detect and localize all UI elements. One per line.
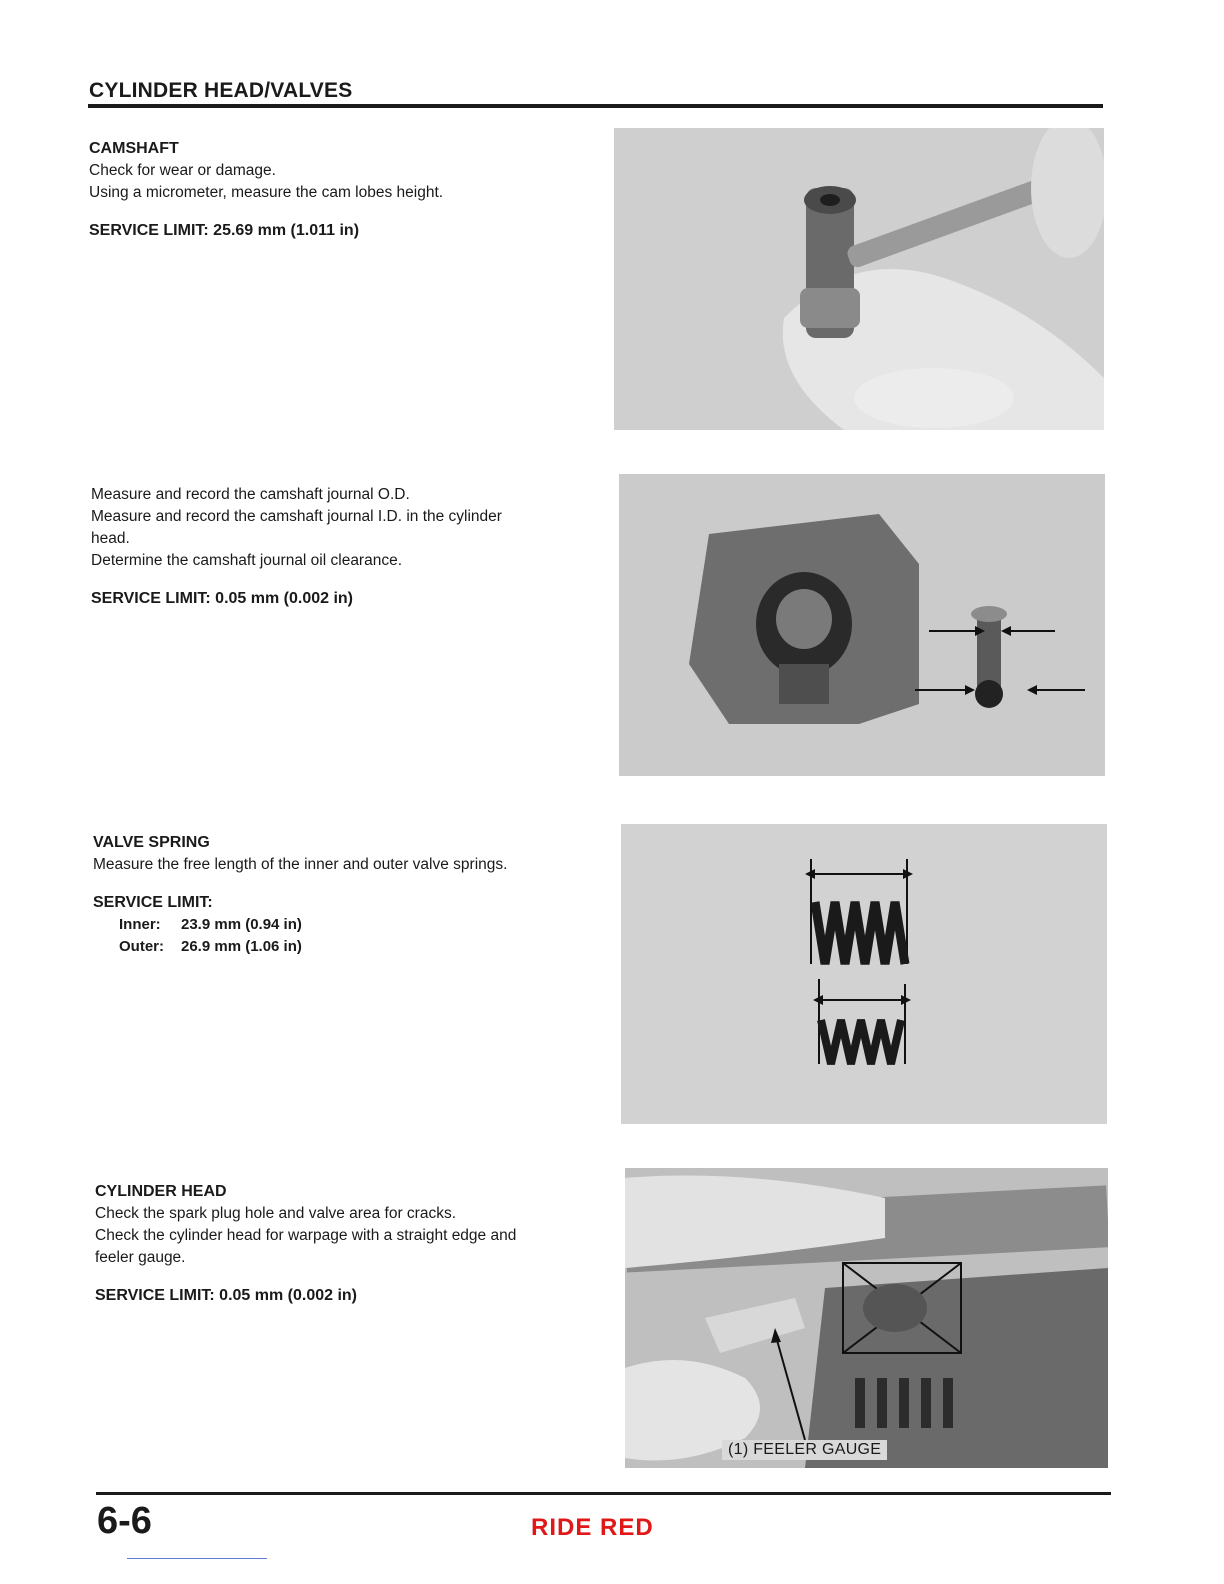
inner-value: 23.9 mm (0.94 in): [181, 916, 302, 933]
journal-line-1: Measure and record the camshaft journal O.D.: [91, 486, 410, 503]
feeler-gauge-callout: (1) FEELER GAUGE: [722, 1440, 887, 1460]
scan-artifact-line: [127, 1558, 267, 1559]
outer-label: Outer:: [119, 938, 164, 955]
cylinder-head-service-limit: SERVICE LIMIT: 0.05 mm (0.002 in): [95, 1287, 358, 1304]
footer-divider: [96, 1492, 1111, 1495]
valve-spring-title: VALVE SPRING: [93, 834, 210, 851]
valve-spring-limit-title: SERVICE LIMIT:: [93, 894, 213, 911]
header-divider: [88, 104, 1103, 108]
cylinder-head-line-2: Check the cylinder head for warpage with a straight edge and: [95, 1227, 517, 1244]
brand-logo-text: RIDE RED: [531, 1514, 654, 1541]
journal-section: [91, 484, 601, 610]
page-number: 6-6: [97, 1500, 152, 1542]
valve-spring-line-1: Measure the free length of the inner and outer valve springs.: [93, 856, 508, 873]
camshaft-micrometer-photo: [614, 128, 1104, 430]
camshaft-line-2: Using a micrometer, measure the cam lobes height.: [89, 184, 444, 201]
cylinder-head-title: CYLINDER HEAD: [95, 1183, 227, 1200]
camshaft-title: CAMSHAFT: [89, 140, 179, 157]
camshaft-section: [89, 138, 609, 242]
valve-spring-section: [93, 832, 613, 958]
camshaft-service-limit: SERVICE LIMIT: 25.69 mm (1.011 in): [89, 222, 360, 239]
journal-line-3: head.: [91, 530, 130, 547]
outer-spring-limit: [93, 936, 613, 958]
page-header-title: CYLINDER HEAD/VALVES: [89, 79, 353, 102]
valve-springs-photo: [621, 824, 1107, 1124]
journal-line-4: Determine the camshaft journal oil clearance.: [91, 552, 403, 569]
inner-label: Inner:: [119, 916, 161, 933]
journal-service-limit: SERVICE LIMIT: 0.05 mm (0.002 in): [91, 590, 354, 607]
cylinder-head-section: [95, 1181, 607, 1307]
camshaft-line-1: Check for wear or damage.: [89, 162, 276, 179]
cylinder-head-line-1: Check the spark plug hole and valve area for cracks.: [95, 1205, 456, 1222]
cylinder-head-line-3: feeler gauge.: [95, 1249, 186, 1266]
cylinder-head-camshaft-photo: [619, 474, 1105, 776]
feeler-gauge-photo: [625, 1168, 1108, 1468]
journal-line-2: Measure and record the camshaft journal I.D. in the cylinder: [91, 508, 502, 525]
outer-value: 26.9 mm (1.06 in): [181, 938, 302, 955]
inner-spring-limit: [93, 914, 613, 936]
